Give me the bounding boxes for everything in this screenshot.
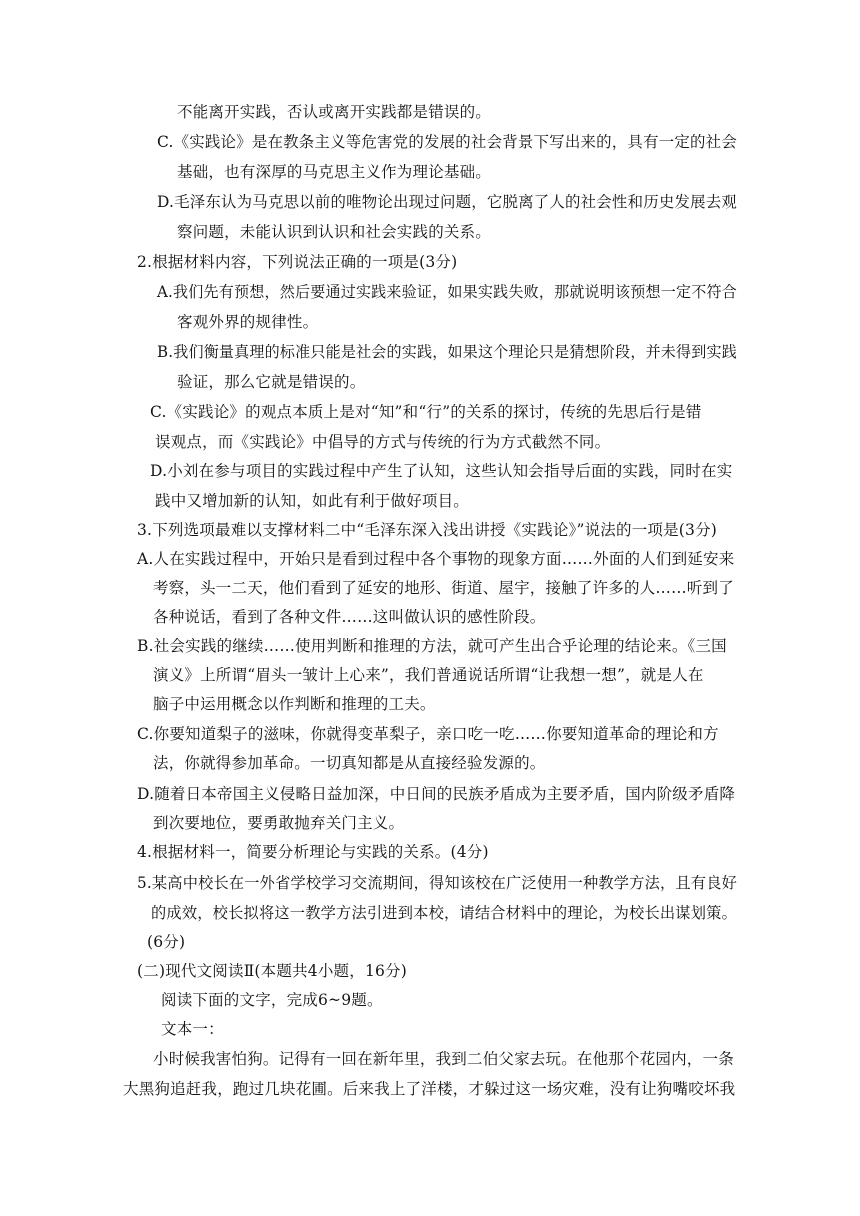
instruction-text: 阅读下面的文字，完成6~9题。 — [161, 991, 383, 1009]
passage-paragraph: 小时候我害怕狗。记得有一回在新年里，我到二伯父家去玩。在他那个花园内，一条 — [153, 1050, 734, 1068]
text-line: 察问题，未能认识到认识和社会实践的关系。 — [177, 223, 492, 241]
passage-text-line: 大黑狗追赶我，跑过几块花圃。后来我上了洋楼，才躲过这一场灾难，没有让狗嘴咬坏我 — [123, 1080, 736, 1098]
question-2: 2.根据材料内容，下列说法正确的一项是(3分) — [137, 253, 458, 271]
option-b-text: B.我们衡量真理的标准只能是社会的实践，如果这个理论只是猜想阶段，并未得到实践 — [157, 343, 737, 361]
option-a-text: A.我们先有预想，然后要通过实践来验证，如果实践失败，那就说明该预想一定不符合 — [157, 283, 737, 301]
question-3: 3.下列选项最难以支撑材料二中“毛泽东深入浅出讲授《实践论》”说法的一项是(3分) — [137, 521, 718, 539]
text-line: 基础，也有深厚的马克思主义作为理论基础。 — [177, 163, 492, 181]
text-line: 脑子中运用概念以作判断和推理的工夫。 — [153, 695, 436, 713]
question-5: 5.某高中校长在一外省学校学习交流期间，得知该校在广泛使用一种教学方法，且有良好 — [137, 874, 737, 892]
text-line: 各种说话，看到了各种文件……这叫做认识的感性阶段。 — [153, 608, 546, 626]
option-a-text: A.人在实践过程中，开始只是看到过程中各个事物的现象方面……外面的人们到延安来 — [137, 550, 735, 568]
score-note: (6分) — [147, 933, 186, 951]
option-c-text: C.《实践论》的观点本质上是对“知”和“行”的关系的探讨，传统的先思后行是错 — [150, 403, 702, 421]
option-c-text: C.《实践论》是在教条主义等危害党的发展的社会背景下写出来的，具有一定的社会 — [157, 133, 737, 151]
section-heading: (二)现代文阅读Ⅱ(本题共4小题，16分) — [137, 962, 408, 980]
text-line: 法，你就得参加革命。一切真知都是从直接经验发源的。 — [153, 754, 546, 772]
text-line: 演义》上所谓“眉头一皱计上心来”，我们普通说话所谓“让我想一想”，就是人在 — [153, 666, 704, 684]
option-c-text: C.你要知道梨子的滋味，你就得变革梨子，亲口吃一吃……你要知道革命的理论和方 — [137, 725, 719, 743]
text-one-label: 文本一： — [161, 1020, 224, 1038]
question-4: 4.根据材料一，简要分析理论与实践的关系。(4分) — [137, 843, 489, 861]
text-line: 客观外界的规律性。 — [177, 313, 319, 331]
option-d-text: D.随着日本帝国主义侵略日益加深，中日间的民族矛盾成为主要矛盾，国内阶级矛盾降 — [137, 785, 736, 803]
text-line: 不能离开实践，否认或离开实践都是错误的。 — [177, 103, 492, 121]
text-line: 的成效，校长拟将这一教学方法引进到本校，请结合材料中的理论，为校长出谋划策。 — [151, 904, 737, 922]
text-line: 误观点，而《实践论》中倡导的方式与传统的行为方式截然不同。 — [155, 433, 611, 451]
text-line: 践中又增加新的认知，如此有利于做好项目。 — [155, 492, 470, 510]
option-b-text: B.社会实践的继续……使用判断和推理的方法，就可产生出合乎论理的结论来。《三国 — [137, 637, 727, 655]
option-d-text: D.毛泽东认为马克思以前的唯物论出现过问题，它脱离了人的社会性和历史发展去观 — [157, 193, 738, 211]
option-d-text: D.小刘在参与项目的实践过程中产生了认知，这些认知会指导后面的实践，同时在实 — [150, 462, 733, 480]
text-line: 到次要地位，要勇敢抛弃关门主义。 — [153, 814, 405, 832]
text-line: 验证，那么它就是错误的。 — [177, 373, 366, 391]
text-line: 考察，头一二天，他们看到了延安的地形、街道、屋宇，接触了许多的人……听到了 — [153, 579, 734, 597]
